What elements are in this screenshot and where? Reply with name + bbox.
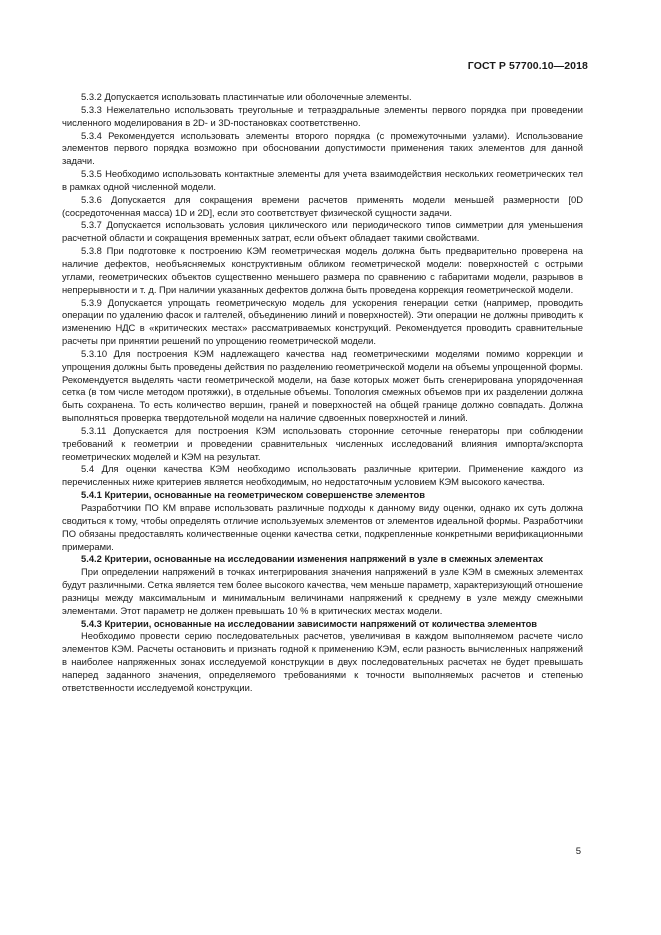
paragraph-5-4-1-body: Разработчики ПО КМ вправе использовать различные подходы к данному виду оценки, однако их суть должна сводиться к тому, чтобы определять отличие используемых элементов от элементов идеальной формы. Разработчики ПО обязаны предоставлять количественные оценки качества сетки, подкрепленные конкретными верификационными примерами. [62, 502, 583, 552]
paragraph-5-3-7: 5.3.7 Допускается использовать условия циклического или периодического типов симметрии для уменьшения расчетной области и сокращения временных затрат, если объект обладает такими свойствами. [62, 219, 583, 244]
paragraph-5-4-2-body: При определении напряжений в точках интегрирования значения напряжений в узле КЭМ в смежных элементах будут различными. Сетка является тем более высокого качества, чем меньше параметр, характеризующий отношение разницы между максимальным и минимальным величинами напряжений к среднему в узле между смежными элементами. Этот параметр не должен превышать 10 % в критических местах модели. [62, 566, 583, 616]
heading-5-4-1: 5.4.1 Критерии, основанные на геометрическом совершенстве элементов [81, 489, 426, 501]
document-body [62, 91, 583, 695]
paragraph-5-3-9: 5.3.9 Допускается упрощать геометрическую модель для ускорения генерации сетки (например, проводить операции по удалению фасок и галтелей, объединению линий и поверхностей). Эти операции не должны приводить к изменению НДС в «критических местах» рассматриваемых конструкций. Рекомендуется проводить сравнительные расчеты при принятии решений по упрощению геометрической модели. [62, 296, 583, 347]
document-code: ГОСТ Р 57700.10—2018 [467, 60, 588, 72]
paragraph-5-3-8: 5.3.8 При подготовке к построению КЭМ геометрическая модель должна быть предварительно проверена на наличие дефектов, необъясняемых конструктивным обликом геометрической модели: поверхностей с острыми углами, геометрических объектов существенно меньшего размера по сравнению с габаритами модели, разрывов в непрерывности и т. д. При наличии указанных дефектов должна быть проведена коррекция геометрической модели. [62, 245, 583, 295]
paragraph-5-4-3-body: Необходимо провести серию последовательных расчетов, увеличивая в каждом выполняемом расчете число элементов КЭМ. Расчеты остановить и признать годной к применению КЭМ, если разность вычисленных напряжений в наиболее напряженных зонах исследуемой конструкции в двух последовательных расчетах не будет превышать наперед заданного значения, определяемого требованиями к точности выполняемых расчетов и степенью ответственности исследуемой конструкции. [62, 630, 583, 693]
paragraph-5-3-10: 5.3.10 Для построения КЭМ надлежащего качества над геометрическими моделями помимо коррекции и упрощения должны быть проведены действия по разделению геометрической модели на объемы упрощенной формы. Рекомендуется выделять части геометрической модели, на базе которых может быть сгенерирована упорядоченная сетка (в том числе методом протяжки), в отдельные объемы. Топология смежных объемов при их разделении должна быть сохранена. То есть количество вершин, граней и поверхностей на общей границе должно совпадать. Должна выполняться проверка твердотельной модели на наличие сдвоенных поверхностей и линий. [62, 347, 583, 424]
paragraph-5-3-5: 5.3.5 Необходимо использовать контактные элементы для учета взаимодействия нескольких геометрических тел в рамках одной численной модели. [62, 168, 583, 192]
paragraph-5-3-3: 5.3.3 Нежелательно использовать треугольные и тетраэдральные элементы первого порядка при проведении численного моделирования в 2D- и 3D-постановках соответственно. [62, 103, 583, 128]
paragraph-5-4: 5.4 Для оценки качества КЭМ необходимо использовать различные критерии. Применение каждого из перечисленных ниже критериев является необходимым, но недостаточным условием КЭМ высокого качества. [62, 463, 583, 488]
paragraph-5-3-6: 5.3.6 Допускается для сокращения времени расчетов применять модели меньшей размерности [0D (сосредоточенная масса) 1D и 2D], если это соответствует физической сущности задачи. [62, 193, 583, 218]
paragraph-5-3-11: 5.3.11 Допускается для построения КЭМ использовать сторонние сеточные генераторы при соблюдении требований к геометрии и проведении сравнительных численных исследований влияния импорта/экспорта геометрических моделей и КЭМ на результат. [62, 424, 583, 462]
paragraph-5-3-4: 5.3.4 Рекомендуется использовать элементы второго порядка (с промежуточными узлами). Использование элементов первого порядка возможно при обосновании допустимости применения таких элементов для данной задачи. [62, 129, 583, 167]
page-number: 5 [575, 846, 581, 857]
heading-5-4-2: 5.4.2 Критерии, основанные на исследовании изменения напряжений в узле в смежных элементах [81, 553, 544, 565]
heading-5-4-3: 5.4.3 Критерии, основанные на исследовании зависимости напряжений от количества элементов [81, 617, 538, 629]
paragraph-5-3-2: 5.3.2 Допускается использовать пластинчатые или оболочечные элементы. [81, 91, 412, 102]
